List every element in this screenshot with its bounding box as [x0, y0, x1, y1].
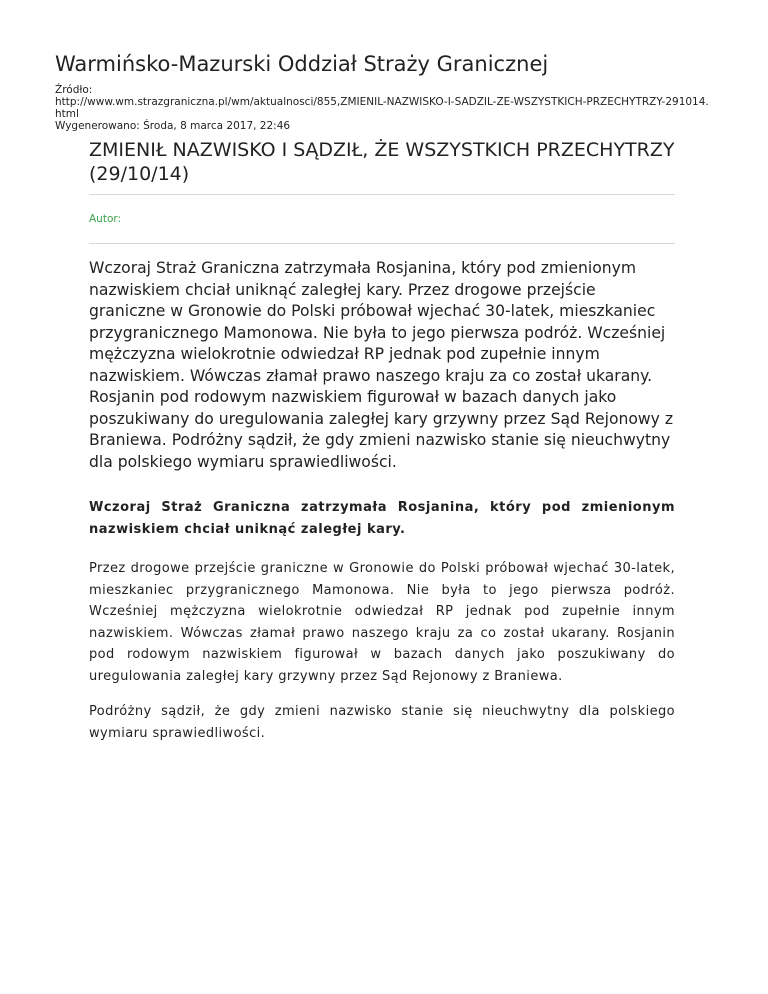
article-title: ZMIENIŁ NAZWISKO I SĄDZIŁ, ŻE WSZYSTKICH PRZECHYTRZY (29/10/14) — [89, 139, 675, 185]
article — [89, 138, 675, 744]
author-label: Autor: — [89, 213, 122, 225]
article-lead: Wczoraj Straż Graniczna zatrzymała Rosjanina, który pod zmienionym nazwiskiem chciał uniknąć zaległej kary. Przez drogowe przejście graniczne w Gronowie do Polski próbował wjechać 30-latek, mieszkaniec przygranicznego Mamonowa. Nie była to jego pierwsza podróż. Wcześniej mężczyzna wielokrotnie odwiedzał RP jednak pod zupełnie innym nazwiskiem. Wówczas złamał prawo naszego kraju za co został ukarany. Rosjanin pod rodowym nazwiskiem figurował w bazach danych jako poszukiwany do uregulowania zaległej kary grzywny przez Sąd Rejonowy z Braniewa. Podróżny sądził, że gdy zmieni nazwisko stanie się nieuchwytny dla polskiego wymiaru sprawiedliwości. — [89, 259, 674, 471]
source-url: http://www.wm.strazgraniczna.pl/wm/aktualnosci/855,ZMIENIL-NAZWISKO-I-SADZIL-ZE-WSZYSTKICH-PRZECHYTRZY-291014.html — [55, 96, 709, 120]
article-paragraph: Podróżny sądził, że gdy zmieni nazwisko stanie się nieuchwytny dla polskiego wymiaru sprawiedliwości. — [89, 704, 675, 741]
divider — [89, 194, 675, 195]
print-metadata — [55, 84, 715, 132]
article-bold-lead: Wczoraj Straż Graniczna zatrzymała Rosjanina, który pod zmienionym nazwiskiem chciał uniknąć zaległej kary. — [89, 500, 675, 537]
article-paragraph: Przez drogowe przejście graniczne w Gronowie do Polski próbował wjechać 30-latek, mieszkaniec przygranicznego Mamonowa. Nie była to jego pierwsza podróż. Wcześniej mężczyzna wielokrotnie odwiedzał RP jednak pod zupełnie innym nazwiskiem. Wówczas złamał prawo naszego kraju za co został ukarany. Rosjanin pod rodowym nazwiskiem figurował w bazach danych jako poszukiwany do uregulowania zaległej kary grzywny przez Sąd Rejonowy z Braniewa. — [89, 561, 675, 684]
source-label: Źródło: — [55, 84, 93, 96]
site-title: Warmińsko-Mazurski Oddział Straży Granicznej — [55, 52, 549, 76]
generated-timestamp: Wygenerowano: Środa, 8 marca 2017, 22:46 — [55, 120, 291, 132]
divider — [89, 243, 675, 244]
